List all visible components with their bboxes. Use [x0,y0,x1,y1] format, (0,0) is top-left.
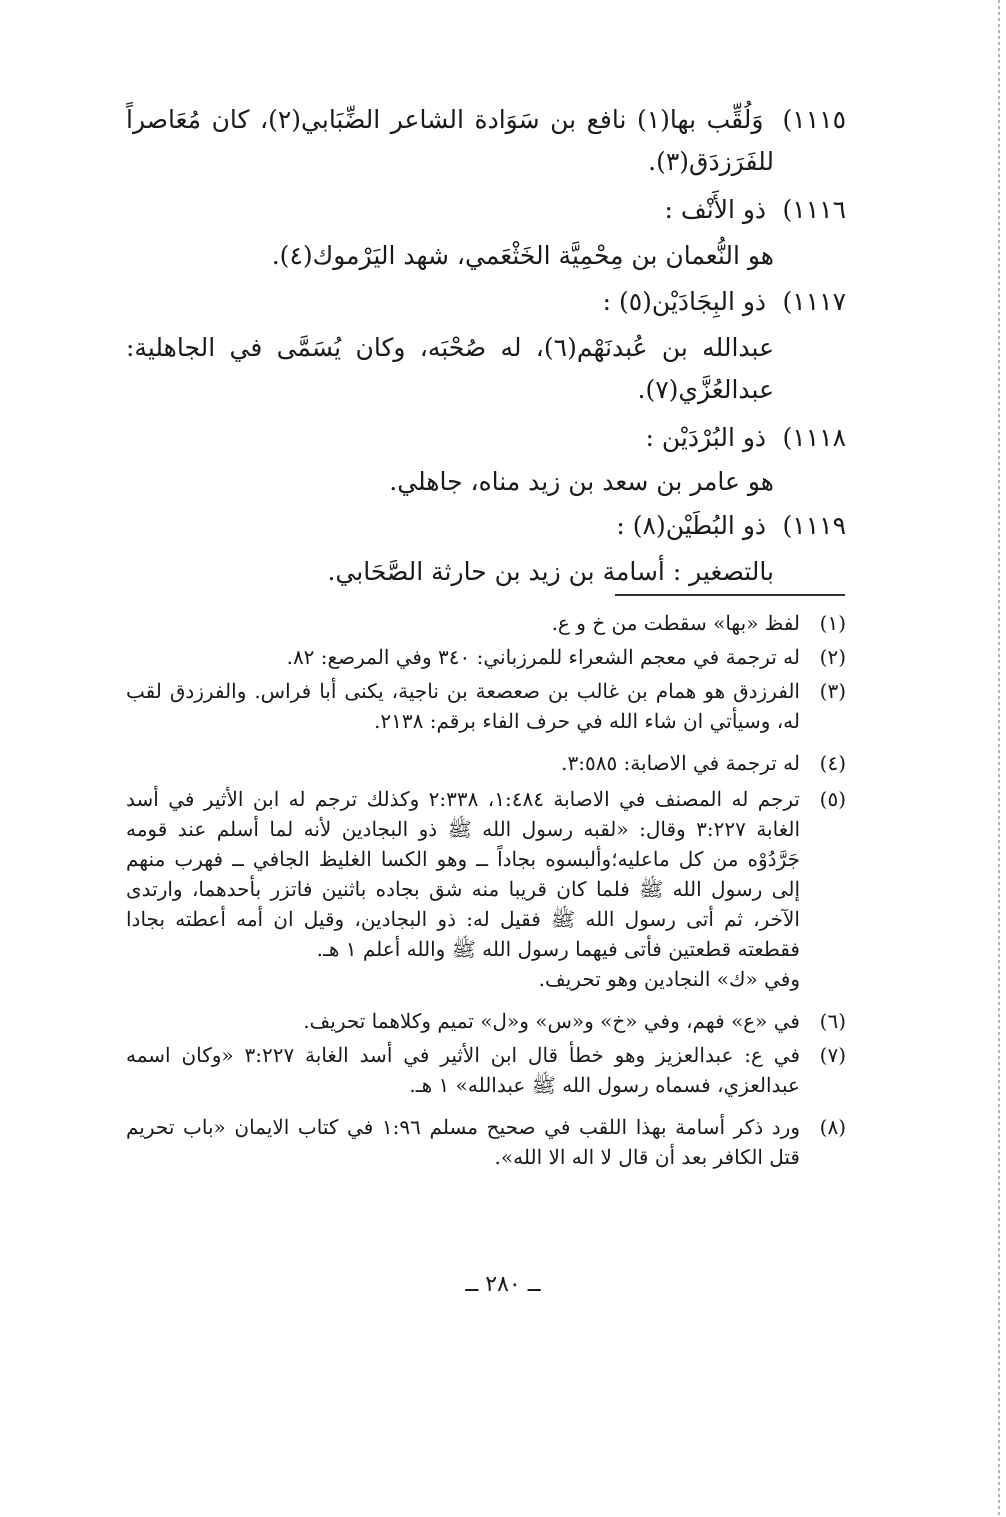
entry-text: ذو البُطَيْن(٨) : [616,511,767,540]
page-number: ــ ٢٨٠ ــ [465,1272,541,1297]
footnote-4 [126,748,846,778]
entry-1117-cont: عبدالعُزَّي(٧). [637,375,774,404]
footnote-line: الآخر، ثم أتى رسول الله ﷺ فقيل له: ذو البجادين، وقيل ان أمه أعطته بجادا [126,907,800,931]
footnote-mark: (٨) [819,1115,846,1139]
footnote-line: جَرَّدُوْه من كل ماعليه؛وألبسوه بجاداً ــ وهو الكسا الغليظ الجافي ــ فهرب منهم [126,847,800,871]
footnote-line: في «ع» فهم، وفي «خ» و«س» و«ل» تميم وكلاهما تحريف. [303,1009,800,1033]
footnote-line: عبدالعزي، فسماه رسول الله ﷺ عبدالله» ١ هـ. [409,1073,800,1097]
entry-1119-heading [616,506,846,546]
entry-number: ١١١٦) [782,195,846,224]
entry-1116-body: هو النُّعمان بن مِحْمِيَّة الخَثْعَمي، شهد اليَرْموك(٤). [271,241,774,270]
footnote-line: فقطعته قطعتين فأتى فيهما رسول الله ﷺ والله أعلم ١ هـ. [316,937,800,961]
entry-number: ١١١٧) [782,287,846,316]
footnote-line: في ع: عبدالعزيز وهو خطأ قال ابن الأثير في أسد الغابة ٣:٢٢٧ «وكان اسمه [126,1043,800,1067]
footnote-line: لفظ «بها» سقطت من خ و ع. [551,611,800,635]
footnote-separator [615,594,845,596]
footnote-7 [126,1040,846,1100]
footnote-6 [126,1006,846,1036]
footnote-8 [126,1112,846,1172]
entry-1119-body: بالتصغير : أسامة بن زيد بن حارثة الصَّحَابي. [327,557,774,586]
footnote-line: وفي «ك» النجادين وهو تحريف. [538,967,800,991]
entry-text: ذو البِجَادَيْن(٥) : [602,287,767,316]
footnote-mark: (٧) [819,1043,846,1067]
entry-text: وَلُقِّب بها(١) نافع بن سَوَادة الشاعر الضِّبَابي(٢)، كان مُعَاصراً [126,105,764,134]
entry-1115-line [126,100,846,140]
footnote-mark: (٦) [819,1009,846,1033]
footnote-mark: (٢) [819,645,846,669]
entry-1117-heading [603,282,846,322]
entry-1117-body: عبدالله بن عُبدنَهْم(٦)، له صُحْبَه، وكان يُسَمَّى في الجاهلية: [126,333,775,362]
entry-text: ذو البُرْدَيْن : [645,423,767,452]
entry-1118-heading [646,418,847,458]
footnote-line: الفرزدق هو همام بن غالب بن صعصعة بن ناجية، يكنى أبا فراس. والفرزدق لقب [126,679,800,703]
entry-number: ١١١٨) [782,423,846,452]
entry-1118-body: هو عامر بن سعد بن زيد مناه، جاهلي. [389,467,774,496]
footnote-mark: (٤) [819,751,846,775]
footnote-line: له ترجمة في معجم الشعراء للمرزباني: ٣٤٠ وفي المرصع: ٨٢. [286,645,800,669]
footnote-5 [126,784,846,994]
footnote-mark: (٥) [819,787,846,811]
footnote-line: الغابة ٣:٢٢٧ وقال: «لقبه رسول الله ﷺ ذو البجادين لأنه لما أسلم عند قومه [126,817,800,841]
footnote-1 [126,608,846,638]
footnote-2 [126,642,846,672]
footnote-line: ترجم له المصنف في الاصابة ١:٤٨٤، ٢:٣٣٨ وكذلك ترجم له ابن الأثير في أسد [126,787,800,811]
footnote-line: له، وسيأتي ان شاء الله في حرف الفاء برقم: ٢١٣٨. [374,709,800,733]
entry-1116-heading [664,190,846,230]
footnote-3 [126,676,846,736]
entry-number: ١١١٩) [782,511,846,540]
footnote-mark: (١) [819,611,846,635]
entry-text: ذو الأَنْف : [664,195,767,224]
footnote-line: ورد ذكر أسامة بهذا اللقب في صحيح مسلم ١:٩٦ في كتاب الايمان «باب تحريم [126,1115,800,1139]
footnote-mark: (٣) [819,679,846,703]
entry-1115-cont: للفَرَزدَق(٣). [648,147,774,176]
footnote-line: إلى رسول الله ﷺ فلما كان قريبا منه شق بجاده باثنين فاتزر بأحدهما، وارتدى [126,877,800,901]
footnote-line: قتل الكافر بعد أن قال لا اله الا الله». [494,1145,800,1169]
entry-number: ١١١٥) [782,105,846,134]
footnote-line: له ترجمة في الاصابة: ٣:٥٨٥. [561,751,800,775]
